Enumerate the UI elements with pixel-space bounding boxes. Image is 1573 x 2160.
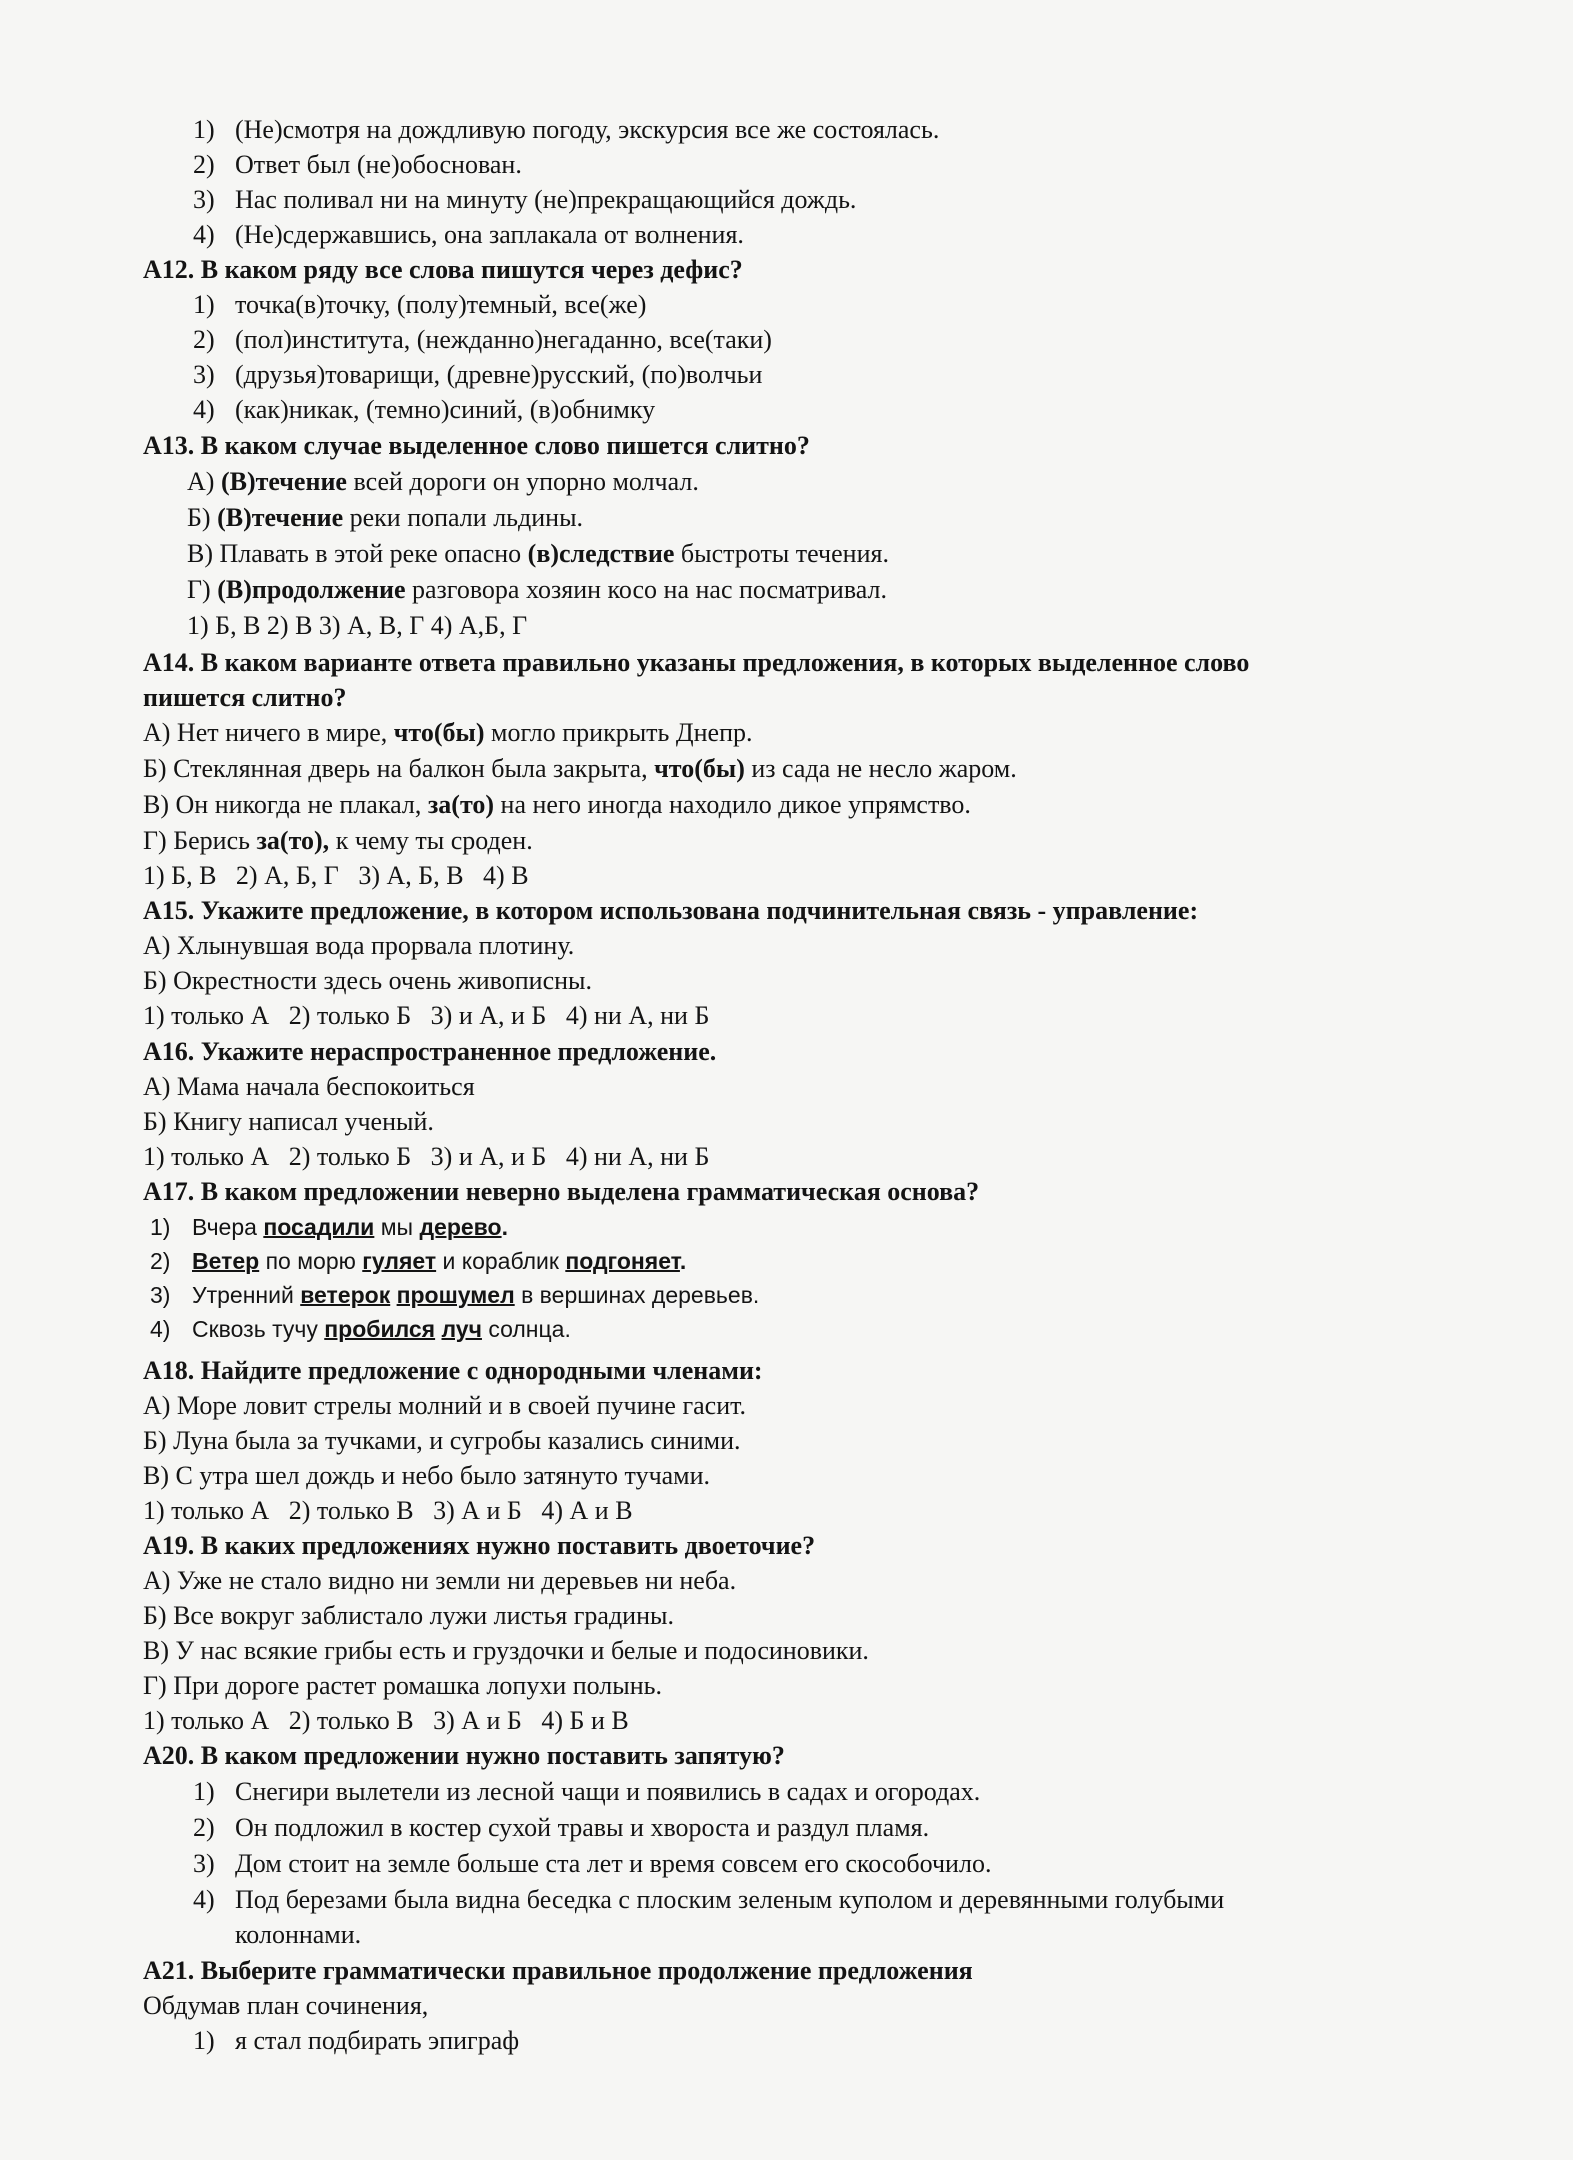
a13-item-a: А) (В)течение всей дороги он упорно молчал. (187, 467, 699, 496)
a11-option-1: 1) (Не)смотря на дождливую погоду, экскурсия все же состоялась. (193, 115, 940, 144)
a13-item-g: Г) (В)продолжение разговора хозяин косо на нас посматривал. (187, 575, 887, 604)
a13-answers: 1) Б, В 2) В 3) А, В, Г 4) А,Б, Г (187, 611, 528, 640)
a21-option-1: 1) я стал подбирать эпиграф (193, 2026, 520, 2055)
a20-option-4-cont: колоннами. (235, 1920, 362, 1949)
a17-option-1: 1) Вчера посадили мы дерево. (150, 1214, 508, 1240)
question-a17: А17. В каком предложении неверно выделена грамматическая основа? (143, 1177, 980, 1206)
question-a15: А15. Укажите предложение, в котором использована подчинительная связь - управление: (143, 896, 1199, 925)
a15-answers: 1) только А 2) только Б 3) и А, и Б 4) ни А, ни Б (143, 1001, 710, 1030)
a17-option-2: 2) Ветер по морю гуляет и кораблик подгоняет. (150, 1248, 687, 1274)
a18-item-v: В) С утра шел дождь и небо было затянуто тучами. (143, 1461, 711, 1490)
a13-item-b: Б) (В)течение реки попали льдины. (187, 503, 584, 532)
question-a14-line2: пишется слитно? (143, 683, 347, 712)
a19-item-g: Г) При дороге растет ромашка лопухи полынь. (143, 1671, 663, 1700)
question-a16: А16. Укажите нераспространенное предложение. (143, 1037, 717, 1066)
a19-item-a: А) Уже не стало видно ни земли ни деревьев ни неба. (143, 1566, 737, 1595)
question-a21: А21. Выберите грамматически правильное продолжение предложения (143, 1956, 973, 1985)
a12-option-1: 1) точка(в)точку, (полу)темный, все(же) (193, 290, 647, 319)
a18-item-a: А) Море ловит стрелы молний и в своей пучине гасит. (143, 1391, 747, 1420)
a17-option-3: 3) Утренний ветерок прошумел в вершинах деревьев. (150, 1282, 760, 1308)
a14-item-v: В) Он никогда не плакал, за(то) на него иногда находило дикое упрямство. (143, 790, 971, 819)
a14-item-b: Б) Стеклянная дверь на балкон была закрыта, что(бы) из сада не несло жаром. (143, 754, 1017, 783)
a19-answers: 1) только А 2) только В 3) А и Б 4) Б и В (143, 1706, 629, 1735)
question-a18: А18. Найдите предложение с однородными членами: (143, 1356, 763, 1385)
a11-option-3: 2) Ответ был (не)обоснован. (193, 150, 522, 179)
a16-answers: 1) только А 2) только Б 3) и А, и Б 4) ни А, ни Б (143, 1142, 710, 1171)
a15-item-b: Б) Окрестности здесь очень живописны. (143, 966, 593, 995)
a12-option-3: 3) (друзья)товарищи, (древне)русский, (по)волчьи (193, 360, 763, 389)
a19-item-v: В) У нас всякие грибы есть и груздочки и белые и подосиновики. (143, 1636, 869, 1665)
a11-option-4: 4) (Не)сдержавшись, она заплакала от волнения. (193, 220, 744, 249)
question-a12: А12. В каком ряду все слова пишутся через дефис? (143, 255, 743, 284)
a13-item-v: В) Плавать в этой реке опасно (в)следствие быстроты течения. (187, 539, 889, 568)
question-a20: А20. В каком предложении нужно поставить запятую? (143, 1741, 785, 1770)
a18-answers: 1) только А 2) только В 3) А и Б 4) А и В (143, 1496, 633, 1525)
a11-option-3b: 3) Нас поливал ни на минуту (не)прекращающийся дождь. (193, 185, 857, 214)
a20-option-4: 4) Под березами была видна беседка с плоским зеленым куполом и деревянными голубыми (193, 1885, 1225, 1914)
a20-option-1: 1) Снегири вылетели из лесной чащи и появились в садах и огородах. (193, 1777, 981, 1806)
question-a14-line1: А14. В каком варианте ответа правильно указаны предложения, в которых выделенное слово (143, 648, 1250, 677)
a16-item-a: А) Мама начала беспокоиться (143, 1072, 475, 1101)
a14-item-a: А) Нет ничего в мире, что(бы) могло прикрыть Днепр. (143, 718, 753, 747)
a14-answers: 1) Б, В 2) А, Б, Г 3) А, Б, В 4) В (143, 861, 529, 890)
a15-item-a: А) Хлынувшая вода прорвала плотину. (143, 931, 575, 960)
a14-item-g: Г) Берись за(то), к чему ты сроден. (143, 826, 533, 855)
a12-option-2: 2) (пол)института, (нежданно)негаданно, все(таки) (193, 325, 772, 354)
a19-item-b: Б) Все вокруг заблистало лужи листья градины. (143, 1601, 674, 1630)
a17-option-4: 4) Сквозь тучу пробился луч солнца. (150, 1316, 571, 1342)
a12-option-4: 4) (как)никак, (темно)синий, (в)обнимку (193, 395, 656, 424)
question-a19: А19. В каких предложениях нужно поставить двоеточие? (143, 1531, 816, 1560)
a16-item-b: Б) Книгу написал ученый. (143, 1107, 434, 1136)
question-a13: А13. В каком случае выделенное слово пишется слитно? (143, 431, 810, 460)
a21-stem: Обдумав план сочинения, (143, 1991, 429, 2020)
a20-option-2: 2) Он подложил в костер сухой травы и хвороста и раздул пламя. (193, 1813, 930, 1842)
a18-item-b: Б) Луна была за тучками, и сугробы казались синими. (143, 1426, 741, 1455)
a20-option-3: 3) Дом стоит на земле больше ста лет и время совсем его скособочило. (193, 1849, 992, 1878)
